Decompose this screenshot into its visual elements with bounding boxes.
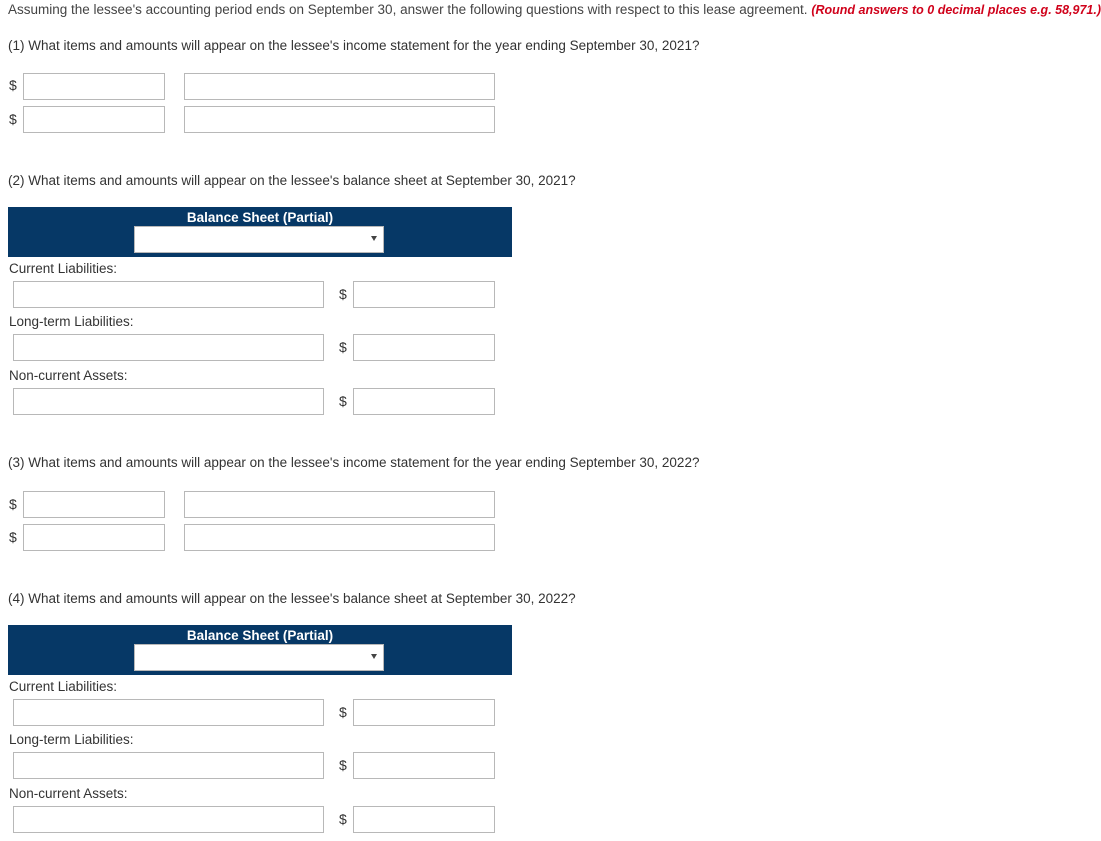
long-term-liabilities-label: Long-term Liabilities: <box>9 732 134 747</box>
balance-sheet-date-select-2021[interactable] <box>134 226 384 253</box>
balance-sheet-title: Balance Sheet (Partial) <box>186 628 334 643</box>
q3-item-2-amount-input[interactable] <box>23 524 165 551</box>
currency-symbol: $ <box>9 496 17 512</box>
currency-symbol: $ <box>339 704 347 720</box>
q2-long-term-liabilities-amount-input[interactable] <box>353 334 495 361</box>
q4-non-current-assets-amount-input[interactable] <box>353 806 495 833</box>
q4-current-liabilities-amount-input[interactable] <box>353 699 495 726</box>
q4-long-term-liabilities-amount-input[interactable] <box>353 752 495 779</box>
q1-item-1-amount-input[interactable] <box>23 73 165 100</box>
q2-current-liabilities-amount-input[interactable] <box>353 281 495 308</box>
q1-item-2-amount-input[interactable] <box>23 106 165 133</box>
currency-symbol: $ <box>9 77 17 93</box>
q3-item-1-label-input[interactable] <box>184 491 495 518</box>
q2-current-liabilities-item-input[interactable] <box>13 281 324 308</box>
instructions <box>8 2 1101 17</box>
instructions-text: Assuming the lessee's accounting period ends on September 30, answer the following questions with respect to this lease agreement. <box>8 2 808 17</box>
q4-current-liabilities-item-input[interactable] <box>13 699 324 726</box>
currency-symbol: $ <box>339 339 347 355</box>
currency-symbol: $ <box>9 111 17 127</box>
non-current-assets-label: Non-current Assets: <box>9 368 128 383</box>
non-current-assets-label: Non-current Assets: <box>9 786 128 801</box>
q2-non-current-assets-amount-input[interactable] <box>353 388 495 415</box>
chevron-down-icon <box>371 654 377 659</box>
q4-long-term-liabilities-item-input[interactable] <box>13 752 324 779</box>
balance-sheet-header-2022 <box>8 625 512 675</box>
currency-symbol: $ <box>339 286 347 302</box>
balance-sheet-title: Balance Sheet (Partial) <box>186 210 334 225</box>
q4-non-current-assets-item-input[interactable] <box>13 806 324 833</box>
q2-non-current-assets-item-input[interactable] <box>13 388 324 415</box>
q1-item-1-label-input[interactable] <box>184 73 495 100</box>
current-liabilities-label: Current Liabilities: <box>9 261 118 276</box>
q3-item-2-label-input[interactable] <box>184 524 495 551</box>
q3-item-1-amount-input[interactable] <box>23 491 165 518</box>
question-1: (1) What items and amounts will appear on the lessee's income statement for the year ending September 30, 2021? <box>8 38 700 53</box>
currency-symbol: $ <box>339 757 347 773</box>
balance-sheet-header-2021 <box>8 207 512 257</box>
question-2: (2) What items and amounts will appear on the lessee's balance sheet at September 30, 2021? <box>8 173 576 188</box>
question-4: (4) What items and amounts will appear on the lessee's balance sheet at September 30, 2022? <box>8 591 576 606</box>
chevron-down-icon <box>371 236 377 241</box>
current-liabilities-label: Current Liabilities: <box>9 679 118 694</box>
currency-symbol: $ <box>9 529 17 545</box>
currency-symbol: $ <box>339 393 347 409</box>
q1-item-2-label-input[interactable] <box>184 106 495 133</box>
long-term-liabilities-label: Long-term Liabilities: <box>9 314 134 329</box>
question-3: (3) What items and amounts will appear on the lessee's income statement for the year ending September 30, 2022? <box>8 455 700 470</box>
currency-symbol: $ <box>339 811 347 827</box>
balance-sheet-date-select-2022[interactable] <box>134 644 384 671</box>
q2-long-term-liabilities-item-input[interactable] <box>13 334 324 361</box>
rounding-note: (Round answers to 0 decimal places e.g. 58,971.) <box>811 3 1101 17</box>
